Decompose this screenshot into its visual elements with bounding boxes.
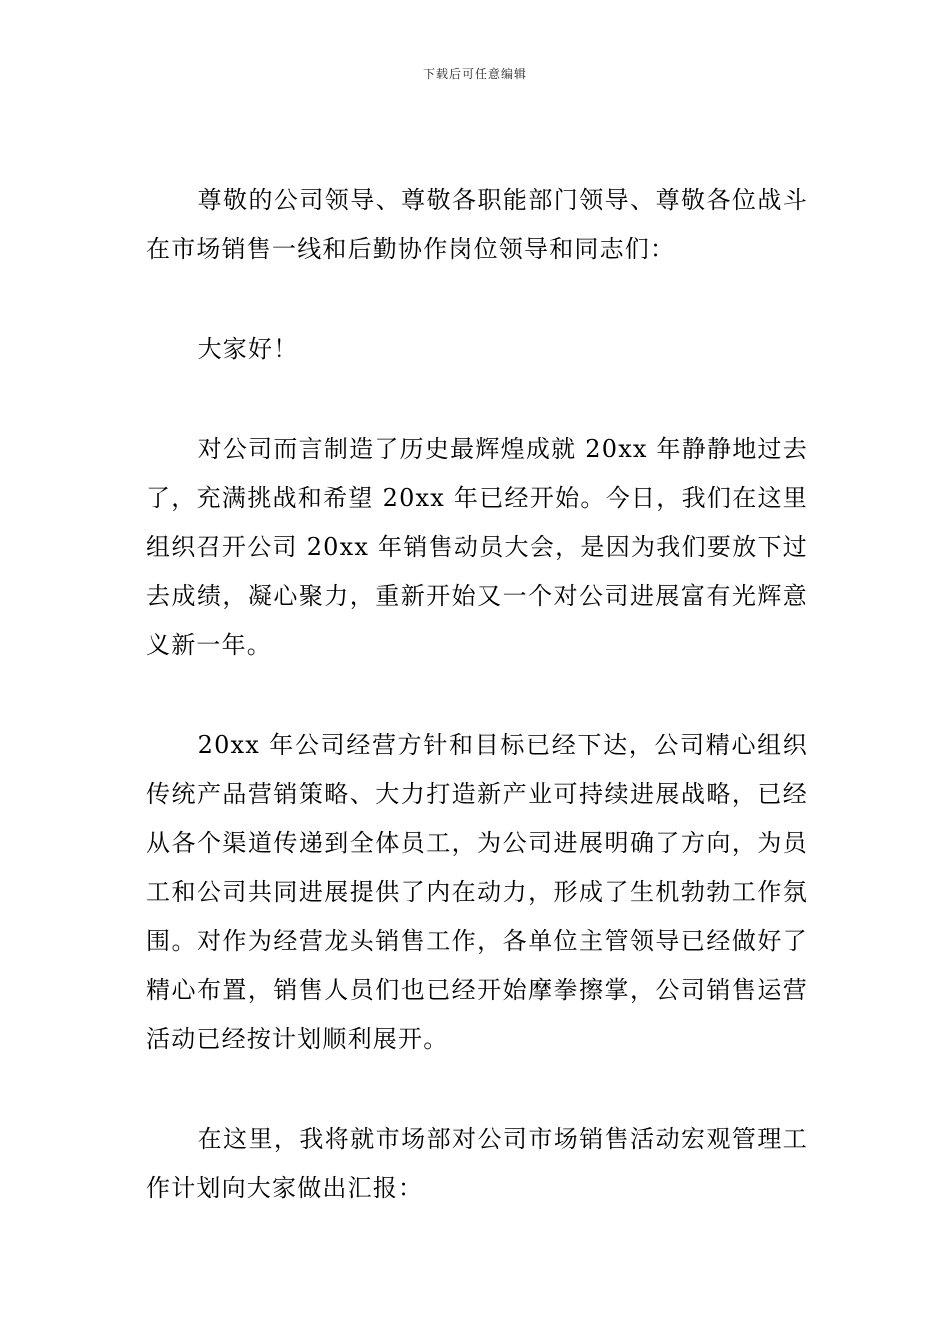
greeting-paragraph: 大家好！ bbox=[197, 335, 299, 363]
body-paragraph: 对公司而言制造了历史最辉煌成就 20xx 年静静地过去了，充满挑战和希望 20xx 年已经开始。今日，我们在这里组织召开公司 20xx 年销售动员大会，是因为我们要放下过去成绩，凝心聚力，重新开始又一个对公司进展富有光辉意义新一年。 bbox=[146, 435, 808, 659]
body-paragraph: 20xx 年公司经营方针和目标已经下达，公司精心组织传统产品营销策略、大力打造新产业可持续进展战略，已经从各个渠道传递到全体员工，为公司进展明确了方向，为员工和公司共同进展提供了内在动力，形成了生机勃勃工作氛围。对作为经营龙头销售工作，各单位主管领导已经做好了精心布置，销售人员们也已经开始摩拳擦掌，公司销售运营活动已经按计划顺利展开。 bbox=[146, 731, 808, 1053]
page-header: 下载后可任意编辑 bbox=[422, 67, 527, 81]
body-paragraph: 在这里，我将就市场部对公司市场销售活动宏观管理工作计划向大家做出汇报： bbox=[146, 1125, 808, 1202]
salutation-paragraph: 尊敬的公司领导、尊敬各职能部门领导、尊敬各位战斗在市场销售一线和后勤协作岗位领导和同志们： bbox=[146, 186, 808, 263]
document-body bbox=[146, 176, 808, 1264]
